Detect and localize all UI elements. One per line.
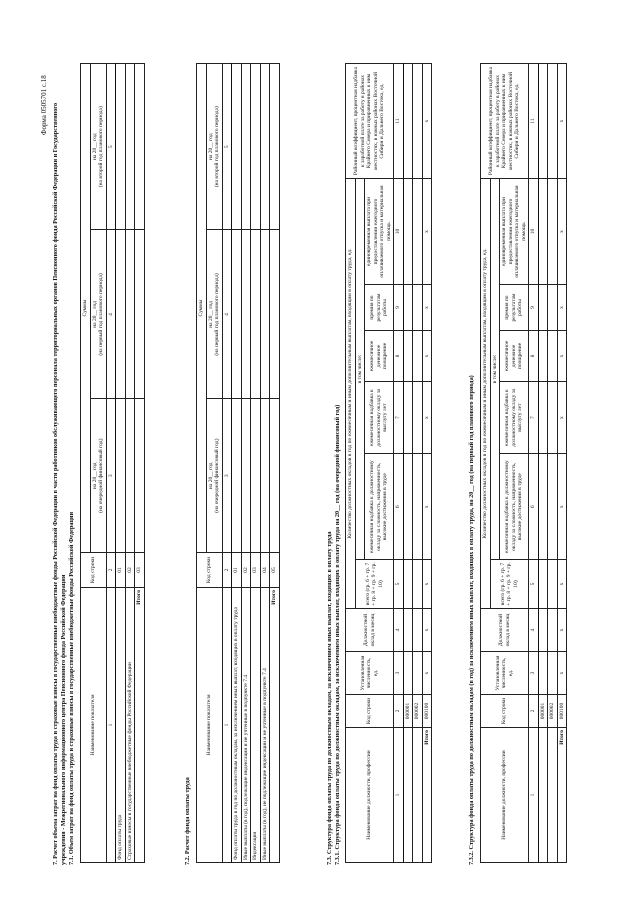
col-code-header: Код строки xyxy=(346,695,394,728)
row-code: 000001 xyxy=(538,695,548,728)
value-cell[interactable] xyxy=(538,64,548,179)
col-c-header: ежемесячное денежное поощрение xyxy=(500,331,529,382)
value-cell[interactable] xyxy=(116,399,126,553)
col-code-header: Код строки xyxy=(197,553,223,588)
column-numbers-row xyxy=(106,64,116,863)
row-label: Иные выплаты (в год), подлежащие индексации и не учтенные в подпункте 7.4 xyxy=(241,588,251,863)
position-cell[interactable] xyxy=(403,728,413,863)
value-cell[interactable] xyxy=(548,64,558,179)
col-d-header: премия по результатам работы xyxy=(500,285,529,331)
column-number: 4 xyxy=(106,230,116,399)
column-number: 5 xyxy=(529,560,539,609)
col-qty-header: Количество должностных окладов в год по ежемесячным и иным дополнительным выплатам, входящим в оплату труда, ед. xyxy=(481,179,491,609)
col-qty-header: Количество должностных окладов в год по ежемесячным и иным дополнительным выплатам, входящим в оплату труда, ед. xyxy=(346,179,356,609)
table-row xyxy=(125,64,135,863)
table-7-1 xyxy=(80,63,145,863)
column-number: 2 xyxy=(222,553,232,588)
value-cell[interactable] xyxy=(548,285,558,331)
col-position-header: Наименование должности, профессии xyxy=(481,728,529,863)
col-year-2-header xyxy=(90,230,106,399)
value-cell[interactable] xyxy=(403,609,413,652)
value-cell[interactable] xyxy=(403,179,413,285)
value-cell[interactable] xyxy=(403,560,413,609)
value-cell[interactable] xyxy=(548,454,558,560)
column-number: 10 xyxy=(529,179,539,285)
value-cell[interactable] xyxy=(241,399,251,553)
col-a-header: ежемесячная надбавка к должностному окладу за сложность, напряженность, высокие достижения в труде xyxy=(365,454,394,560)
value-cell[interactable] xyxy=(413,454,423,560)
value-cell[interactable] xyxy=(270,64,280,230)
position-cell[interactable] xyxy=(548,728,558,863)
section-7-heading-line-2: учреждения - Межрегионального информационного центра Пенсионного фонда Российской Федерации xyxy=(60,574,67,865)
value-cell[interactable] xyxy=(125,64,135,230)
column-number: 11 xyxy=(394,64,404,179)
col-total-header: всего (гр. 6 + гр. 7 + гр. 8 + гр. 9 + гр. 10) xyxy=(355,560,394,609)
table-row xyxy=(232,64,242,863)
column-number: 5 xyxy=(394,560,404,609)
column-number: 8 xyxy=(394,331,404,382)
value-cell[interactable] xyxy=(135,64,145,230)
row-label: Индексация xyxy=(251,588,261,863)
value-cell[interactable] xyxy=(413,381,423,454)
na-mark: х xyxy=(557,381,567,454)
value-cell[interactable] xyxy=(413,331,423,382)
row-code: 03 xyxy=(251,553,261,588)
value-cell[interactable] xyxy=(135,399,145,553)
row-label: Фонд оплаты труда в год по должностным окладам, за исключением иных выплат, входящих в оплату труда xyxy=(232,588,242,863)
column-number: 4 xyxy=(222,230,232,399)
value-cell[interactable] xyxy=(538,381,548,454)
na-mark: х xyxy=(557,179,567,285)
na-mark: х xyxy=(557,285,567,331)
col-year-3-sub: (на второй год планового периода) xyxy=(98,106,104,188)
col-year-2-sub: (на первый год планового периода) xyxy=(214,273,220,356)
total-row xyxy=(135,64,145,863)
na-mark: х xyxy=(557,560,567,609)
value-cell[interactable] xyxy=(538,454,548,560)
table-row xyxy=(413,64,423,863)
value-cell[interactable] xyxy=(116,64,126,230)
col-year-2-label: на 20__ год xyxy=(91,301,98,328)
value-cell[interactable] xyxy=(403,652,413,695)
col-year-1-sub: (на очередной финансовый год) xyxy=(98,438,104,513)
col-year-1-header xyxy=(90,399,106,553)
column-number: 5 xyxy=(222,64,232,230)
row-label: Иные выплаты (в год), не подлежащие индексации и не учтенные в подпункте 7.4 xyxy=(260,588,270,863)
value-cell[interactable] xyxy=(403,285,413,331)
column-number: 10 xyxy=(394,179,404,285)
col-code-header: Код строки xyxy=(481,695,529,728)
column-number: 5 xyxy=(106,64,116,230)
column-number: 2 xyxy=(106,553,116,588)
row-code: 000001 xyxy=(403,695,413,728)
row-label: Страховые взносы в государственные внебюджетные фонды Российской Федерации xyxy=(125,588,135,863)
value-cell[interactable] xyxy=(260,64,270,230)
value-cell[interactable] xyxy=(548,179,558,285)
column-number: 1 xyxy=(222,588,232,863)
row-code: 02 xyxy=(241,553,251,588)
value-cell[interactable] xyxy=(135,230,145,399)
table-7-3-1 xyxy=(345,63,432,863)
section-7-3-2-heading: 7.3.2. Структура фонда оплаты труда по должностным окладам (в год) за исключением иных выплат, входящих в оплату труда, на 20__ год (на первый год планового периода) xyxy=(468,375,475,865)
col-e-header: единовременная выплата при предоставлении ежегодного оплачиваемого отпуска и материальная помощь xyxy=(500,179,529,285)
value-cell[interactable] xyxy=(538,652,548,695)
column-number: 3 xyxy=(106,399,116,553)
section-7-3-heading xyxy=(326,65,342,865)
col-including-header: в том числе: xyxy=(355,179,365,560)
total-code: 000100 xyxy=(557,695,567,728)
value-cell[interactable] xyxy=(548,652,558,695)
column-number: 6 xyxy=(529,454,539,560)
col-staff-header: Установленная численность, ед. xyxy=(346,652,394,695)
total-code: 03 xyxy=(135,553,145,588)
table-row xyxy=(548,64,558,863)
value-cell[interactable] xyxy=(548,609,558,652)
col-staff-header: Установленная численность, ед. xyxy=(481,652,529,695)
col-year-2-label: на 20__ год xyxy=(207,301,214,328)
value-cell[interactable] xyxy=(251,64,261,230)
na-mark: х xyxy=(557,331,567,382)
row-code: 01 xyxy=(232,553,242,588)
value-cell[interactable] xyxy=(548,331,558,382)
column-number: 4 xyxy=(529,609,539,652)
value-cell[interactable] xyxy=(413,560,423,609)
col-year-3-sub: (на второй год планового периода) xyxy=(214,106,220,188)
table-row xyxy=(251,64,261,863)
col-total-header: всего (гр. 6 + гр. 7 + гр. 8 + гр. 9 + гр. 10) xyxy=(490,560,529,609)
position-cell[interactable] xyxy=(538,728,548,863)
section-7-1-heading: 7.1. Объем затрат на фонд оплаты труда и страховые взносы в государственные внебюджетные фонды Российской Федерации xyxy=(68,511,75,865)
col-sums-header: Суммы xyxy=(197,64,207,553)
form-label: Форма 0505701 с.18 xyxy=(40,75,48,135)
na-mark: х xyxy=(557,609,567,652)
na-mark: х xyxy=(557,64,567,179)
na-mark: х xyxy=(422,454,432,560)
value-cell[interactable] xyxy=(403,331,413,382)
value-cell[interactable] xyxy=(538,285,548,331)
value-cell[interactable] xyxy=(538,560,548,609)
total-code: 05 xyxy=(270,553,280,588)
col-year-1-sub: (на очередной финансовый год) xyxy=(214,438,220,513)
table-row xyxy=(403,64,413,863)
na-mark: х xyxy=(557,454,567,560)
section-7-3-1-title: 7.3.1. Структура фонда оплаты труда по должностным окладам, за исключением иных выплат, входящих в оплату труда на 20__ год (на очередной финансовый год) xyxy=(334,404,341,865)
column-number: 1 xyxy=(106,588,116,863)
na-mark: х xyxy=(422,560,432,609)
col-including-header: в том числе: xyxy=(490,179,500,560)
section-7-3-title: 7.3. Структура фонда оплаты труда по должностным окладам, за исключением иных выплат, входящих в оплату труда xyxy=(326,531,333,865)
col-year-3-label: на 20__ год xyxy=(91,133,98,161)
value-cell[interactable] xyxy=(270,230,280,399)
value-cell[interactable] xyxy=(125,399,135,553)
col-c-header: ежемесячное денежное поощрение xyxy=(365,331,394,382)
col-sums-header: Суммы xyxy=(81,64,91,553)
row-code: 01 xyxy=(116,553,126,588)
total-row xyxy=(422,64,432,863)
na-mark: х xyxy=(422,609,432,652)
value-cell[interactable] xyxy=(413,64,423,179)
value-cell[interactable] xyxy=(232,64,242,230)
col-year-1-header xyxy=(206,399,222,553)
column-number: 1 xyxy=(529,728,539,863)
table-row xyxy=(538,64,548,863)
value-cell[interactable] xyxy=(125,230,135,399)
col-year-1-label: на 20__ год xyxy=(207,462,214,490)
position-cell[interactable] xyxy=(413,728,423,863)
section-7-heading-line-1: 7. Расчет объема затрат на фонд оплаты труда и страховые взносы в государственные внебюджетные фонды Российской Федерации в части работников обслуживающего персонала территориальных органов Пенсионного фонда Российской Федерации и Государственного xyxy=(52,102,59,865)
value-cell[interactable] xyxy=(538,331,548,382)
col-year-2-header xyxy=(206,230,222,399)
column-number: 4 xyxy=(394,609,404,652)
col-year-3-header xyxy=(206,64,222,230)
col-d-header: премия по результатам работы xyxy=(365,285,394,331)
value-cell[interactable] xyxy=(241,64,251,230)
total-row xyxy=(557,64,567,863)
value-cell[interactable] xyxy=(260,399,270,553)
column-number: 3 xyxy=(394,652,404,695)
col-b-header: ежемесячная надбавка к должностному окладу за выслугу лет xyxy=(365,381,394,454)
value-cell[interactable] xyxy=(548,560,558,609)
column-number: 9 xyxy=(394,285,404,331)
table-row xyxy=(241,64,251,863)
total-row xyxy=(270,64,280,863)
na-mark: х xyxy=(557,652,567,695)
value-cell[interactable] xyxy=(538,609,548,652)
col-year-1-label: на 20__ год xyxy=(91,462,98,490)
na-mark: х xyxy=(422,381,432,454)
value-cell[interactable] xyxy=(260,230,270,399)
row-code: 02 xyxy=(125,553,135,588)
value-cell[interactable] xyxy=(413,285,423,331)
section-7-heading xyxy=(52,65,76,865)
col-coef-header: Районный коэффициент, процентная надбавка к заработной плате за работу в районах Крайнего Севера и приравненных к ним местностях, в южных районах Восточной Сибири и Дальнего Востока, ед. xyxy=(346,64,394,179)
value-cell[interactable] xyxy=(548,381,558,454)
column-number: 11 xyxy=(529,64,539,179)
value-cell[interactable] xyxy=(116,230,126,399)
value-cell[interactable] xyxy=(403,64,413,179)
value-cell[interactable] xyxy=(241,230,251,399)
total-label: Итого xyxy=(557,728,567,863)
column-number: 1 xyxy=(394,728,404,863)
column-number: 8 xyxy=(529,331,539,382)
na-mark: х xyxy=(422,179,432,285)
col-coef-header: Районный коэффициент, процентная надбавка к заработной плате за работу в районах Крайнего Севера и приравненных к ним местностях, в южных районах Восточной Сибири и Дальнего Востока, ед. xyxy=(481,64,529,179)
value-cell[interactable] xyxy=(413,609,423,652)
col-position-header: Наименование должности, профессии xyxy=(346,728,394,863)
value-cell[interactable] xyxy=(232,230,242,399)
col-year-3-header xyxy=(90,64,106,230)
value-cell[interactable] xyxy=(403,454,413,560)
col-a-header: ежемесячная надбавка к должностному окладу за сложность, напряженность, высокие достижения в труде xyxy=(500,454,529,560)
table-7-2 xyxy=(196,63,280,863)
col-salary-header: Должностной оклад в месяц xyxy=(481,609,529,652)
na-mark: х xyxy=(422,652,432,695)
row-code: 000002 xyxy=(413,695,423,728)
total-label: Итого xyxy=(270,588,280,863)
col-year-2-sub: (на первый год планового периода) xyxy=(98,273,104,356)
col-name-header: Наименование показателя xyxy=(197,588,223,863)
row-code: 04 xyxy=(260,553,270,588)
value-cell[interactable] xyxy=(251,230,261,399)
table-7-3-2 xyxy=(480,63,567,863)
col-b-header: ежемесячная надбавка к должностному окладу за выслугу лет xyxy=(500,381,529,454)
column-number: 3 xyxy=(529,652,539,695)
total-code: 000100 xyxy=(422,695,432,728)
col-name-header: Наименование показателя xyxy=(81,588,107,863)
col-year-3-label: на 20__ год xyxy=(207,133,214,161)
table-row xyxy=(116,64,126,863)
value-cell[interactable] xyxy=(413,179,423,285)
total-label: Итого xyxy=(135,588,145,863)
na-mark: х xyxy=(422,331,432,382)
value-cell[interactable] xyxy=(270,399,280,553)
row-label: Фонд оплаты труда xyxy=(116,588,126,863)
value-cell[interactable] xyxy=(538,179,548,285)
column-number: 2 xyxy=(529,695,539,728)
column-number: 9 xyxy=(529,285,539,331)
column-numbers-row xyxy=(529,64,539,863)
table-row xyxy=(260,64,270,863)
column-number: 6 xyxy=(394,454,404,560)
section-7-2-heading: 7.2. Расчет фонда оплаты труда xyxy=(184,777,191,865)
value-cell[interactable] xyxy=(232,399,242,553)
column-numbers-row xyxy=(394,64,404,863)
na-mark: х xyxy=(422,64,432,179)
value-cell[interactable] xyxy=(403,381,413,454)
column-numbers-row xyxy=(222,64,232,863)
column-number: 7 xyxy=(529,381,539,454)
row-code: 000002 xyxy=(548,695,558,728)
value-cell[interactable] xyxy=(251,399,261,553)
column-number: 2 xyxy=(394,695,404,728)
column-number: 7 xyxy=(394,381,404,454)
value-cell[interactable] xyxy=(413,652,423,695)
col-e-header: единовременная выплата при предоставлении ежегодного оплачиваемого отпуска и материальная помощь xyxy=(365,179,394,285)
col-code-header: Код строки xyxy=(81,553,107,588)
total-label: Итого xyxy=(422,728,432,863)
na-mark: х xyxy=(422,285,432,331)
column-number: 3 xyxy=(222,399,232,553)
col-salary-header: Должностной оклад в месяц xyxy=(346,609,394,652)
